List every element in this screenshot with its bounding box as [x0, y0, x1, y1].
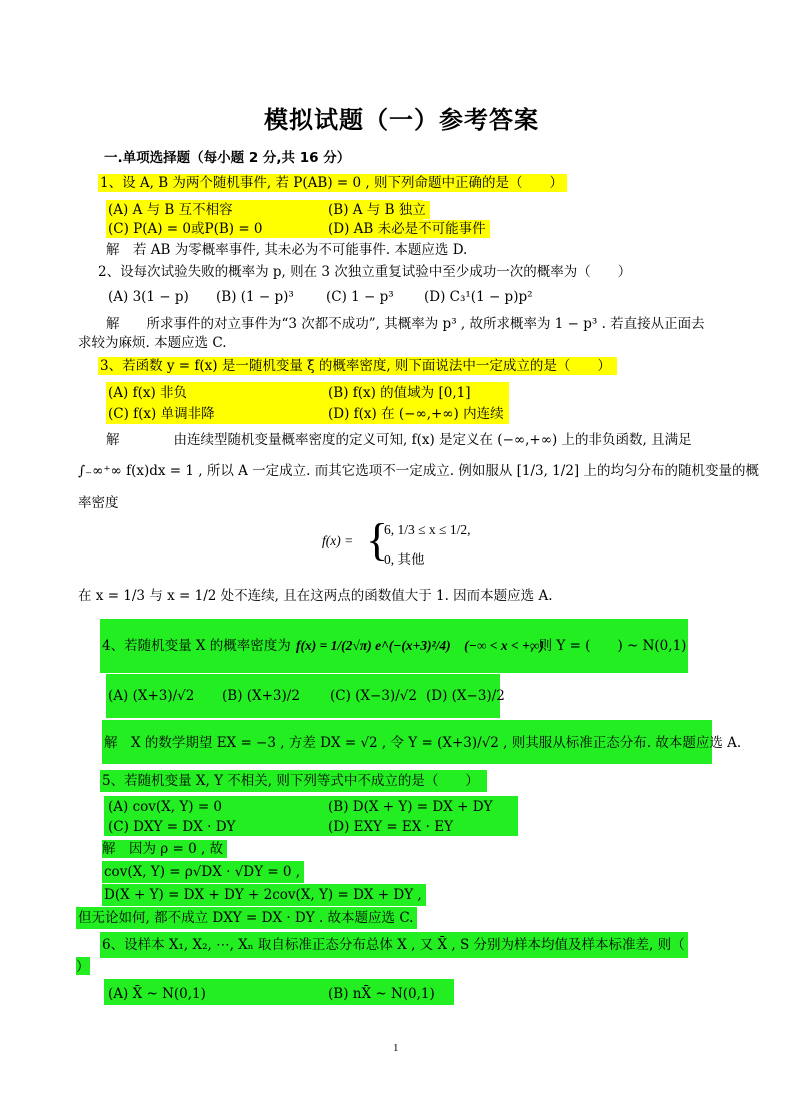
q4-option-a: (A) (X+3)/√2 [108, 688, 195, 704]
q3-option-a: (A) f(x) 非负 [108, 385, 188, 401]
q5-option-c: (C) DXY = DX · DY [108, 819, 236, 835]
q5-stem: 5、若随机变量 X, Y 不相关, 则下列等式中不成立的是（ ） [100, 770, 487, 792]
q5-solution-line1: 解 因为 ρ = 0 , 故 [102, 840, 227, 858]
q3-solution-line3: 率密度 [78, 495, 119, 511]
q5-solution-line3: D(X + Y) = DX + DY + 2cov(X, Y) = DX + DY , [102, 884, 426, 906]
q3-option-d: (D) f(x) 在 (−∞,+∞) 内连续 [328, 406, 504, 422]
q6-stem-line2: ） [76, 959, 90, 975]
q2-option-d: (D) C₃¹(1 − p)p² [424, 289, 533, 305]
q2-stem: 2、设每次试验失败的概率为 p, 则在 3 次独立重复试验中至少成功一次的概率为（ ） [98, 264, 632, 280]
q5-solution-line2: cov(X, Y) = ρ√DX · √DY = 0 , [102, 861, 304, 883]
page-number: 1 [393, 1042, 399, 1054]
q2-option-a: (A) 3(1 − p) [108, 289, 189, 305]
q1-option-c: (C) P(A) = 0或P(B) = 0 [108, 221, 263, 237]
piecewise-case2: 0, 其他 [384, 552, 425, 567]
q5-option-a: (A) cov(X, Y) = 0 [108, 799, 223, 815]
q4-solution: 解 X 的数学期望 EX = −3 , 方差 DX = √2 , 令 Y = (X+3)/√2 , 则其服从标准正态分布. 故本题应选 A. [104, 735, 742, 751]
q4-stem-post: , 则 Y = ( ) ~ N(0,1) [530, 638, 687, 654]
q4-option-b: (B) (X+3)/2 [222, 688, 300, 704]
q3-option-b: (B) f(x) 的值域为 [0,1] [328, 385, 471, 401]
q4-stem-pre: 4、若随机变量 X 的概率密度为 [102, 638, 291, 654]
q3-solution-line2: ∫₋∞⁺∞ f(x)dx = 1 , 所以 A 一定成立. 而其它选项不一定成立. 例如服从 [1/3, 1/2] 上的均匀分布的随机变量的概 [78, 463, 759, 479]
q2-option-c: (C) 1 − p³ [326, 289, 394, 305]
q5-option-b: (B) D(X + Y) = DX + DY [328, 799, 493, 815]
q4-option-c: (C) (X−3)/√2 [330, 688, 417, 704]
q5-solution-line4: 但无论如何, 都不成立 DXY = DX · DY . 故本题应选 C. [76, 907, 417, 929]
section-heading: 一.单项选择题（每小题 2 分,共 16 分） [104, 150, 351, 166]
page-title: 模拟试题（一）参考答案 [264, 106, 539, 134]
q1-option-d: (D) AB 未必是不可能事件 [328, 220, 490, 238]
q3-option-c: (C) f(x) 单调非降 [108, 406, 215, 422]
q3-solution-line1: 解 由连续型随机变量概率密度的定义可知, f(x) 是定义在 (−∞,+∞) 上的非负函数, 且满足 [106, 432, 692, 448]
q3-stem: 3、若函数 y = f(x) 是一随机变量 ξ 的概率密度, 则下面说法中一定成立的是（ ） [98, 357, 617, 375]
q3-solution-line4: 在 x = 1/3 与 x = 1/2 处不连续, 且在这两点的函数值大于 1. 因而本题应选 A. [78, 588, 553, 604]
q4-density-formula: f(x) = 1/(2√π) e^(−(x+3)²/4) (−∞ < x < +∞) [296, 638, 544, 653]
q1-option-a: (A) A 与 B 互不相容 [108, 202, 233, 218]
q2-option-b: (B) (1 − p)³ [216, 289, 294, 305]
q6-stem-line1: 6、设样本 X₁, X₂, ⋯, Xₙ 取自标准正态分布总体 X , 又 X̄ , S 分别为样本均值及样本标准差, 则（ [102, 937, 685, 953]
piecewise-lhs: f(x) = [322, 533, 354, 548]
q1-solution: 解 若 AB 为零概率事件, 其未必为不可能事件. 本题应选 D. [106, 242, 468, 258]
piecewise-case1: 6, 1/3 ≤ x ≤ 1/2, [384, 522, 471, 537]
q6-option-a: (A) X̄ ~ N(0,1) [108, 986, 206, 1002]
q2-solution-line2: 求较为麻烦. 本题应选 C. [78, 335, 227, 351]
piecewise-brace: { [366, 514, 389, 565]
q5-option-d: (D) EXY = EX · EY [328, 819, 454, 835]
q4-option-d: (D) (X−3)/2 [426, 688, 505, 704]
q6-option-b: (B) nX̄ ~ N(0,1) [328, 986, 435, 1002]
q2-solution-line1: 解 所求事件的对立事件为“3 次都不成功”, 其概率为 p³ , 故所求概率为 1 − p³ . 若直接从正面去 [106, 316, 705, 332]
q1-option-b: (B) A 与 B 独立 [328, 201, 430, 219]
q1-stem: 1、设 A, B 为两个随机事件, 若 P(AB) = 0 , 则下列命题中正确的是（ ） [98, 174, 567, 192]
